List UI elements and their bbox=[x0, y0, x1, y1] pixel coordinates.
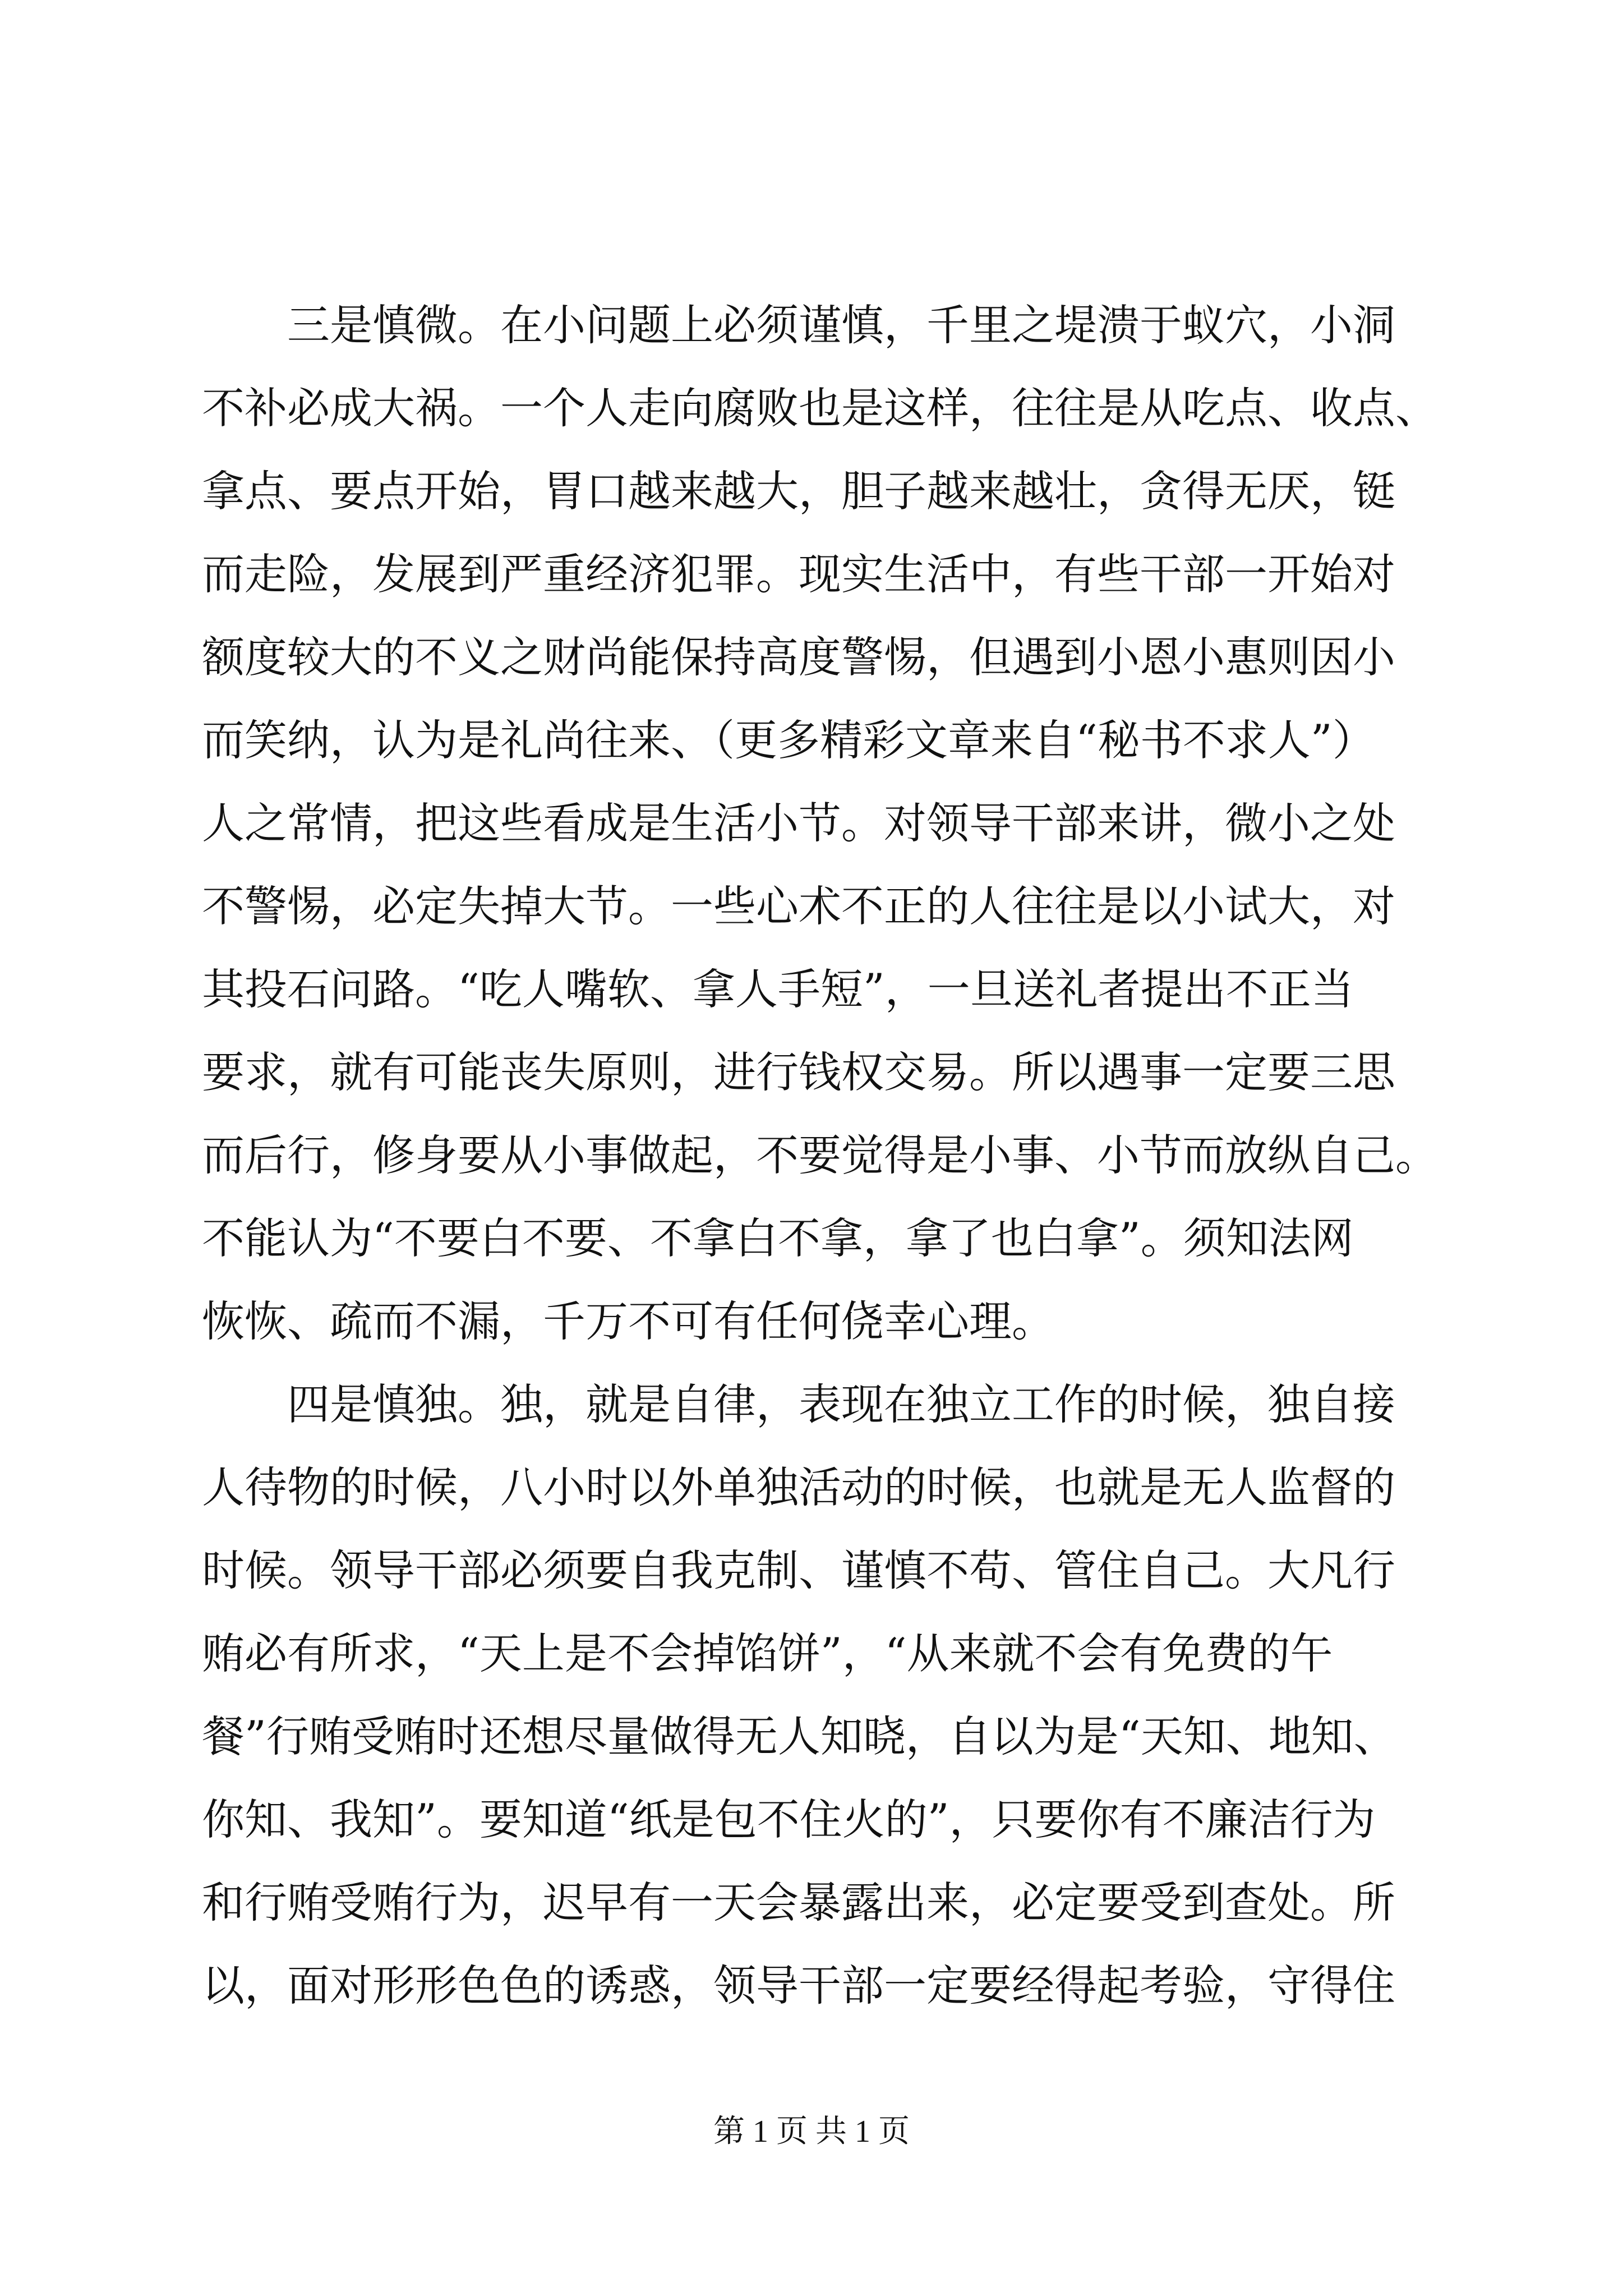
paragraph-line: 其投石问路。“吃人嘴软、拿人手短”，一旦送礼者提出不正当 bbox=[202, 964, 1354, 1014]
paragraph-line: 和行贿受贿行为，迟早有一天会暴露出来，必定要受到查处。所 bbox=[202, 1878, 1395, 1927]
paragraph-line: 要求，就有可能丧失原则，进行钱权交易。所以遇事一定要三思 bbox=[202, 1047, 1395, 1097]
paragraph-line: 恢恢、疏而不漏，千万不可有任何侥幸心理。 bbox=[202, 1296, 1054, 1346]
paragraph-line: 贿必有所求，“天上是不会掉馅饼”，“从来就不会有免费的午 bbox=[202, 1628, 1333, 1678]
paragraph-line: 而走险，发展到严重经济犯罪。现实生活中，有些干部一开始对 bbox=[202, 549, 1395, 599]
paragraph-line: 时候。领导干部必须要自我克制、谨慎不苟、管住自己。大凡行 bbox=[202, 1545, 1395, 1595]
paragraph-line: 三是慎微。在小问题上必须谨慎，千里之堤溃于蚁穴，小洞 bbox=[287, 300, 1395, 350]
paragraph-line: 不能认为“不要白不要、不拿白不拿，拿了也白拿”。须知法网 bbox=[202, 1213, 1354, 1263]
paragraph-line: 餐”行贿受贿时还想尽量做得无人知晓，自以为是“天知、地知、 bbox=[202, 1711, 1396, 1761]
paragraph-line: 四是慎独。独，就是自律，表现在独立工作的时候，独自接 bbox=[287, 1379, 1395, 1429]
paragraph-line: 额度较大的不义之财尚能保持高度警惕，但遇到小恩小惠则因小 bbox=[202, 632, 1395, 682]
paragraph-line: 你知、我知”。要知道“纸是包不住火的”，只要你有不廉洁行为 bbox=[202, 1795, 1376, 1844]
paragraph-line: 以，面对形形色色的诱惑，领导干部一定要经得起考验，守得住 bbox=[202, 1961, 1395, 2010]
paragraph-line: 而后行，修身要从小事做起，不要觉得是小事、小节而放纵自己。 bbox=[202, 1130, 1438, 1180]
paragraph-line: 不警惕，必定失掉大节。一些心术不正的人往往是以小试大，对 bbox=[202, 881, 1395, 931]
paragraph-line: 不补必成大祸。一个人走向腐败也是这样，往往是从吃点、收点、 bbox=[202, 383, 1438, 433]
paragraph-line: 拿点、要点开始，胃口越来越大，胆子越来越壮，贪得无厌，铤 bbox=[202, 466, 1395, 516]
page-number: 第 1 页 共 1 页 bbox=[713, 2114, 910, 2149]
paragraph-line: 人待物的时候，八小时以外单独活动的时候，也就是无人监督的 bbox=[202, 1462, 1395, 1512]
paragraph-line: 而笑纳，认为是礼尚往来、（更多精彩文章来自“秘书不求人”） bbox=[202, 715, 1375, 765]
paragraph-line: 人之常情，把这些看成是生活小节。对领导干部来讲，微小之处 bbox=[202, 798, 1395, 848]
